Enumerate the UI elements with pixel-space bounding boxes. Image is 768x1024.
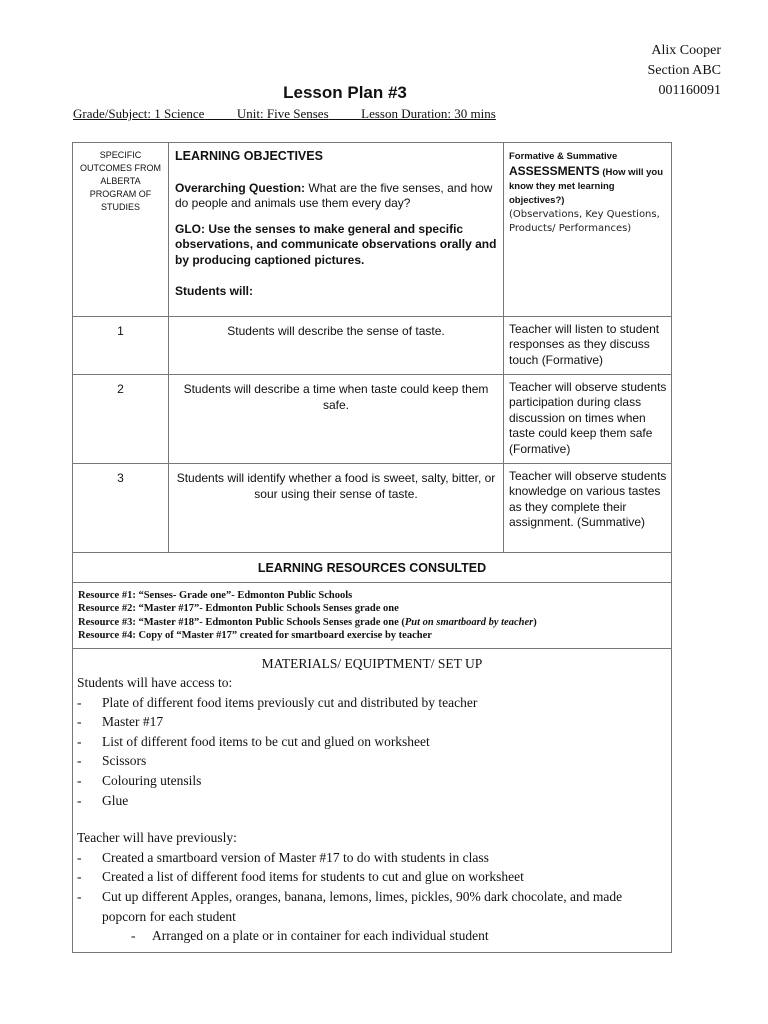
objective-number: 3 (73, 463, 169, 552)
list-item: - Cut up different Apples, oranges, banana, lemons, limes, pickles, 90% dark chocolate, and made popcorn for each student (77, 887, 667, 926)
assessment-text: Teacher will observe students participation during class discussion on times when taste could keep them safe (Formative) (504, 374, 672, 463)
materials-heading: MATERIALS/ EQUIPTMENT/ SET UP (261, 655, 483, 671)
resource-item: Resource #1: “Senses- Grade one”- Edmonton Public Schools (78, 589, 353, 601)
resources-heading-row (73, 552, 672, 582)
list-item: - List of different food items to be cut and glued on worksheet (77, 732, 667, 752)
assess-small (509, 150, 666, 164)
resource-item (78, 616, 666, 630)
glo-text (175, 222, 497, 269)
lesson-plan-table (72, 142, 672, 953)
list-item: - Glue (77, 791, 667, 811)
students-materials-list (77, 693, 667, 811)
list-item: - Master #17 (77, 712, 667, 732)
teacher-intro: Teacher will have previously: (77, 830, 237, 846)
objective-text: Students will describe the sense of taste. (169, 316, 504, 374)
overarching-label: Overarching Question: (175, 180, 306, 195)
assess-big: ASSESSMENTS (509, 164, 600, 178)
objectives-header (169, 143, 504, 317)
page-title: Lesson Plan #3 (283, 83, 407, 102)
overarching-question (175, 181, 497, 212)
materials-section (73, 648, 672, 952)
resource-item: Resource #4: Copy of “Master #17” created for smartboard exercise by teacher (78, 630, 432, 641)
assess-small-text: Formative & Summative (509, 151, 618, 162)
resources-row (73, 582, 672, 648)
list-item: - Created a smartboard version of Master #17 to do with students in class (77, 848, 667, 868)
resource-item: Resource #2: “Master #17”- Edmonton Public Schools Senses grade one (78, 603, 399, 614)
lesson-meta (73, 106, 496, 122)
students-intro: Students will have access to: (77, 675, 233, 691)
objective-row (73, 316, 672, 374)
outcomes-header: SPECIFIC OUTCOMES FROM ALBERTA PROGRAM OF STUDIES (73, 143, 169, 317)
objective-number: 2 (73, 374, 169, 463)
resource-item-3-end: ) (533, 616, 537, 628)
objective-row (73, 463, 672, 552)
resources-list (73, 582, 672, 648)
list-item: - Created a list of different food items for students to cut and glue on worksheet (77, 867, 667, 887)
objective-text: Students will identify whether a food is sweet, salty, bitter, or sour using their sense of taste. (169, 463, 504, 552)
overarching-text: What are the five senses, and how do people and animals use them every day? (175, 180, 493, 210)
duration: Lesson Duration: 30 mins (361, 106, 496, 121)
assessments-header (504, 143, 672, 317)
list-item: - Plate of different food items previously cut and distributed by teacher (77, 693, 667, 713)
assess-question: (How will you know they met learning objectives?) (509, 167, 664, 206)
resources-heading: LEARNING RESOURCES CONSULTED (73, 552, 672, 582)
assessment-text: Teacher will listen to student responses as they discuss touch (Formative) (504, 316, 672, 374)
assess-note: (Observations, Key Questions, Products/ Performances) (509, 209, 660, 234)
students-will (175, 284, 497, 300)
students-will-label: Students will: (175, 284, 253, 298)
unit: Unit: Five Senses (236, 106, 329, 121)
author-id: 001160091 (658, 83, 721, 98)
list-item: - Colouring utensils (77, 771, 667, 791)
resource-item-3-start: Resource #3: “Master #18”- Edmonton Public Schools Senses grade one ( (78, 616, 405, 628)
resource-item-3-italic: Put on smartboard by teacher (404, 616, 534, 628)
author-section: Section ABC (647, 63, 721, 78)
objective-row (73, 374, 672, 463)
objective-number: 1 (73, 316, 169, 374)
author-name: Alix Cooper (651, 43, 721, 58)
objective-text: Students will describe a time when taste could keep them safe. (169, 374, 504, 463)
glo-bold: GLO: Use the senses to make general and specific observations, and communicate observations orally and by producing captioned pictures. (175, 221, 497, 267)
assessment-text: Teacher will observe students knowledge on various tastes as they complete their assignment. (Summative) (504, 463, 672, 552)
list-subitem: - Arranged on a plate or in container for each individual student (77, 926, 667, 946)
header-row (73, 143, 672, 317)
teacher-prep-list (77, 848, 667, 946)
list-item: - Scissors (77, 751, 667, 771)
grade-subject: Grade/Subject: 1 Science (73, 106, 205, 121)
materials-row (73, 648, 672, 952)
objectives-title: LEARNING OBJECTIVES (175, 149, 323, 163)
assess-title-line (509, 164, 666, 208)
